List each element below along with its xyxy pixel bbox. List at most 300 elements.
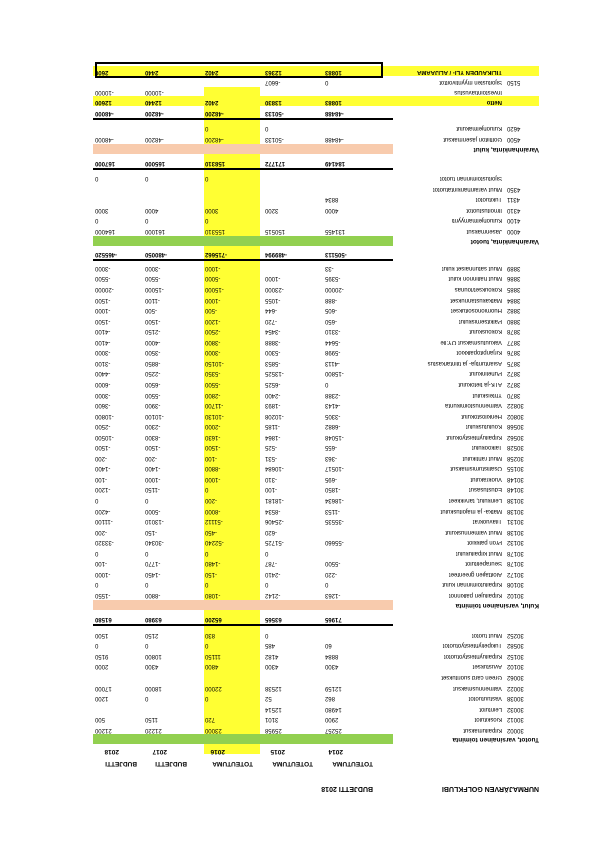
col-year-0: 2014: [328, 748, 343, 755]
value-cell: -8300: [145, 433, 161, 440]
table-row: [0, 589, 595, 600]
value-cell: -5998: [325, 349, 341, 356]
value-cell: -33320: [95, 539, 114, 546]
value-cell: -11700: [205, 402, 224, 409]
value-cell: -2142: [265, 592, 281, 598]
value-cell: -200: [205, 497, 218, 504]
account-code: 3875: [507, 359, 521, 366]
table-row: [0, 122, 595, 133]
value-cell: -15048: [325, 433, 344, 440]
table-row: [0, 567, 595, 578]
account-code: 3877: [507, 338, 521, 345]
value-cell: 8884: [325, 652, 339, 659]
table-row: [0, 203, 595, 214]
value-cell: 71965: [325, 616, 342, 622]
value-cell: -11100: [95, 518, 113, 525]
value-cell: -8000: [205, 507, 221, 514]
value-cell: 158310: [205, 160, 226, 166]
value-cell: -1000: [95, 307, 111, 314]
account-label: Henkilöstökulut: [461, 412, 502, 419]
value-cell: -10517: [325, 465, 344, 472]
table-row: [0, 494, 595, 505]
value-cell: -6607: [265, 78, 281, 85]
account-code: 4500: [507, 136, 521, 142]
col-type-4: BUDJETTI: [105, 760, 137, 767]
value-cell: -655: [325, 444, 338, 451]
value-cell: -5395: [325, 275, 341, 282]
value-cell: 14980: [325, 705, 342, 712]
value-cell: 164000: [95, 228, 116, 234]
value-cell: 0: [205, 486, 209, 493]
value-cell: -1893: [265, 402, 281, 409]
table-row: [0, 367, 595, 378]
value-cell: -4100: [95, 338, 111, 345]
account-code: 3870: [507, 391, 521, 398]
table-row: [0, 649, 595, 660]
value-cell: -6500: [145, 381, 161, 387]
value-cell: -30340: [145, 539, 164, 546]
expense-band: [93, 600, 393, 610]
account-label: Matkakustannukset: [450, 296, 502, 303]
account-code: 30148: [507, 475, 524, 482]
value-cell: -48000: [95, 136, 114, 142]
value-cell: -200: [95, 528, 108, 535]
table-row: [0, 472, 595, 483]
value-cell: 0: [95, 581, 99, 588]
value-cell: 3000: [205, 206, 219, 213]
value-cell: 10883: [325, 69, 342, 75]
value-cell: 167000: [95, 160, 116, 166]
value-cell: 13830: [265, 99, 282, 105]
table-row: [0, 536, 595, 547]
value-cell: 0: [145, 581, 149, 588]
table-row: [0, 214, 595, 225]
value-cell: -48200: [205, 136, 224, 142]
account-label: Jäsenmaksut: [466, 228, 502, 234]
value-cell: 12538: [265, 684, 282, 691]
account-label: TILIKAUDEN YLI- / ALIJÄÄMÄ: [417, 69, 502, 75]
table-row: [0, 578, 595, 589]
account-code: 3876: [507, 349, 521, 356]
account-label: Kirjanpitopalkkiot: [456, 349, 502, 356]
table-row: [0, 399, 595, 410]
value-cell: 2150: [145, 631, 159, 638]
value-cell: -48200: [145, 110, 164, 116]
value-cell: -5350: [205, 370, 221, 377]
account-code: 30138: [507, 528, 524, 535]
table-row: [0, 451, 595, 462]
account-code: 3885: [507, 286, 521, 293]
table-row: [0, 86, 595, 97]
value-cell: -1200: [205, 317, 221, 324]
account-label: Ilmoitustuotot: [466, 206, 502, 213]
account-code: 30131: [507, 518, 524, 525]
value-cell: -50133: [265, 110, 284, 116]
inv-income-rule: [93, 168, 393, 170]
account-code: 30062: [507, 674, 524, 680]
account-code: 30178: [507, 560, 524, 567]
account-label: Tukituotot: [475, 196, 502, 203]
account-label: Matka- ja majoituskulut: [440, 507, 502, 514]
value-cell: 0: [95, 175, 99, 181]
income-band: [93, 734, 393, 744]
value-cell: -1400: [145, 465, 161, 472]
value-cell: 25257: [325, 727, 342, 733]
account-label: Muut tuotot: [471, 631, 502, 638]
table-row: [0, 713, 595, 724]
value-cell: -3000: [145, 264, 161, 271]
value-cell: -10100: [145, 412, 164, 419]
page-title: BUDJETTI 2018: [321, 785, 373, 792]
account-label: Green card suoritukset: [441, 674, 502, 680]
value-cell: -1630: [205, 433, 221, 440]
account-label: Yhteiskulut: [472, 391, 502, 398]
col-type-1: TOTEUTUMA: [272, 760, 313, 767]
value-cell: -200: [145, 454, 158, 461]
table-row: [0, 346, 595, 357]
table-row: [0, 107, 595, 118]
table-row: [0, 272, 595, 283]
value-cell: -150: [145, 528, 158, 535]
value-cell: -888: [325, 296, 338, 303]
account-label: Aloittajien greenfeet: [448, 570, 502, 577]
col-year-4: 2018: [104, 748, 119, 755]
value-cell: -5000: [205, 275, 221, 282]
value-cell: -10800: [95, 412, 114, 419]
value-cell: -500: [205, 307, 218, 314]
value-cell: 12159: [325, 684, 342, 691]
value-cell: -5853: [265, 359, 281, 366]
table-row: [0, 335, 595, 346]
value-cell: 12600: [95, 99, 112, 105]
value-cell: 0: [325, 381, 329, 387]
value-cell: 0: [95, 549, 99, 556]
account-code: 30582: [507, 642, 524, 649]
value-cell: 2402: [205, 69, 219, 75]
account-code: 3872: [507, 381, 521, 387]
account-code: 30528: [507, 444, 524, 451]
value-cell: -200: [95, 454, 108, 461]
value-cell: -1263: [325, 592, 341, 598]
account-label: Leiritulot: [479, 705, 502, 712]
value-cell: -480050: [145, 251, 168, 257]
account-label: Kuluohjelmakulut: [456, 125, 502, 132]
value-cell: -4113: [325, 359, 340, 366]
value-cell: 0: [265, 125, 269, 132]
value-cell: -5500: [205, 381, 221, 387]
value-cell: 131455: [325, 228, 346, 234]
account-code: 3886: [507, 275, 521, 282]
value-cell: 9150: [95, 652, 109, 659]
value-cell: -2300: [145, 423, 161, 430]
value-cell: 0: [265, 631, 269, 638]
account-label: Muut kilpailukulut: [455, 549, 502, 556]
account-label: Kilpailumaksut: [463, 727, 502, 733]
table-row: [0, 388, 595, 399]
value-cell: -10000: [145, 89, 164, 95]
value-cell: -100: [205, 454, 218, 461]
value-cell: -220: [325, 570, 338, 577]
value-cell: -18634: [325, 497, 344, 504]
account-code: 3880: [507, 317, 521, 324]
table-row: [0, 248, 595, 259]
value-cell: -4143: [325, 402, 341, 409]
value-cell: -787: [265, 560, 278, 567]
account-code: 4310: [507, 206, 521, 213]
table-row: [0, 613, 595, 624]
value-cell: -1450: [145, 570, 161, 577]
value-cell: -10684: [265, 465, 284, 472]
value-cell: -15800: [325, 370, 344, 377]
value-cell: 3000: [95, 206, 109, 213]
col-type-2: TOTEUTUMA: [212, 760, 253, 767]
table-row: [0, 692, 595, 703]
account-label: Sijoitusten myyntivoittot: [439, 78, 502, 85]
account-code: 30178: [507, 549, 524, 556]
account-code: 30252: [507, 631, 524, 638]
value-cell: -1000: [205, 296, 221, 303]
value-cell: 0: [205, 549, 209, 556]
table-row: [0, 193, 595, 204]
account-label: Kuluohjelmamyynti: [451, 217, 502, 224]
account-label: Muut valmennuskulut: [445, 528, 502, 535]
table-row: [0, 172, 595, 183]
value-cell: -1055: [265, 296, 281, 303]
account-label: Seurapelitulot: [465, 560, 502, 567]
account-code: 30032: [507, 705, 524, 712]
value-cell: -1000: [265, 275, 281, 282]
value-cell: 0: [95, 642, 99, 649]
inv-expense-band: [93, 144, 393, 154]
value-cell: -4200: [95, 507, 111, 514]
account-code: 3878: [507, 328, 521, 335]
account-label: Vakuutusmaksut OY:lle: [440, 338, 502, 345]
account-code: 4350: [507, 185, 521, 192]
value-cell: -3888: [265, 338, 281, 345]
account-code: 30038: [507, 695, 524, 702]
value-cell: 60: [325, 642, 332, 649]
value-cell: -1500: [95, 317, 111, 324]
table-row: [0, 325, 595, 336]
section-income-title: Tuotot, varsinainen toiminta: [452, 736, 539, 743]
table-row: [0, 557, 595, 568]
account-code: 3882: [507, 307, 521, 314]
account-label: Edustusasut: [468, 486, 502, 493]
account-label: Sijoitustoiminnan tuotot: [439, 175, 502, 181]
value-cell: -1850: [325, 486, 341, 493]
account-label: Kilpailutoiminnan kulut: [442, 581, 502, 588]
value-cell: 12514: [265, 705, 282, 712]
account-code: 30102: [507, 592, 524, 598]
account-code: 30108: [507, 581, 524, 588]
value-cell: -6000: [95, 381, 111, 387]
value-cell: -1000: [205, 475, 221, 482]
value-cell: -1000: [145, 475, 161, 482]
account-code: 3884: [507, 296, 521, 303]
value-cell: -2500: [95, 423, 111, 430]
value-cell: -5300: [265, 349, 281, 356]
value-cell: 0: [205, 175, 209, 181]
table-row: [0, 546, 595, 557]
account-code: 30562: [507, 433, 524, 440]
value-cell: -650: [325, 317, 338, 324]
value-cell: 8834: [325, 196, 339, 203]
table-row: [0, 356, 595, 367]
value-cell: -55660: [325, 539, 344, 546]
value-cell: -500: [145, 307, 158, 314]
value-cell: -13010: [145, 518, 164, 525]
value-cell: 4000: [325, 206, 339, 213]
value-cell: -1080: [205, 592, 221, 598]
value-cell: -1550: [95, 592, 111, 598]
value-cell: -8850: [145, 359, 161, 366]
value-cell: -20000: [325, 286, 344, 293]
value-cell: -620: [265, 528, 278, 535]
account-code: 30172: [507, 570, 524, 577]
table-row: [0, 304, 595, 315]
value-cell: -3000: [205, 349, 221, 356]
value-cell: 22000: [205, 684, 222, 691]
value-cell: -3310: [325, 328, 341, 335]
table-row: [0, 430, 595, 441]
value-cell: -6882: [325, 423, 341, 430]
value-cell: -5500: [145, 275, 161, 282]
value-cell: 862: [325, 695, 336, 702]
value-cell: 830: [205, 631, 216, 638]
value-cell: 0: [325, 78, 329, 85]
account-label: Golfliiton jäsenmaksut: [443, 136, 502, 142]
value-cell: -4100: [95, 328, 111, 335]
value-cell: -1000: [205, 264, 221, 271]
account-label: Asiantuntija- ja tilintarkastus: [427, 359, 502, 366]
value-cell: -1153: [325, 507, 340, 514]
account-code: 4620: [507, 125, 521, 132]
value-cell: 0: [145, 217, 149, 224]
value-cell: -310: [265, 475, 278, 482]
value-cell: -100: [265, 486, 278, 493]
col-year-2: 2016: [210, 748, 225, 755]
value-cell: -2388: [325, 391, 341, 398]
value-cell: 11150: [205, 652, 221, 659]
value-cell: -48200: [205, 110, 224, 116]
value-cell: -363: [325, 454, 338, 461]
value-cell: -10130: [205, 412, 224, 419]
value-cell: 10800: [145, 652, 162, 659]
table-row: [0, 639, 595, 650]
value-cell: -2250: [145, 370, 161, 377]
account-label: Koulutuskulut: [465, 423, 502, 430]
table-row: [0, 378, 595, 389]
value-cell: -525: [265, 444, 278, 451]
value-cell: 17000: [95, 684, 112, 691]
value-cell: 4182: [265, 652, 279, 659]
account-label: Pron palkkiot: [467, 539, 502, 546]
account-label: Palkitsemiskulut: [458, 317, 502, 324]
inv-income-band: [93, 236, 393, 246]
value-cell: -5500: [145, 391, 161, 398]
value-cell: 0: [205, 125, 209, 132]
table-row: [0, 724, 595, 735]
value-cell: 2900: [325, 716, 339, 723]
value-cell: -3500: [145, 349, 161, 356]
table-row: [0, 283, 595, 294]
value-cell: 4300: [325, 663, 339, 670]
account-code: 30802: [507, 412, 524, 419]
table-row: [0, 96, 595, 107]
org-name: NURMAJÄRVEN GOLFKLUBI: [441, 785, 539, 792]
account-label: Muut varainhankintatuotot: [432, 185, 502, 192]
col-year-1: 2015: [270, 748, 285, 755]
value-cell: -3305: [325, 412, 341, 419]
value-cell: -1500: [145, 444, 161, 451]
value-cell: 0: [145, 175, 149, 181]
table-row: [0, 182, 595, 193]
value-cell: -6525: [265, 381, 281, 387]
table-row: [0, 409, 595, 420]
value-cell: -1200: [95, 486, 111, 493]
value-cell: 0: [95, 217, 99, 224]
table-row: [0, 225, 595, 236]
value-cell: -25406: [265, 518, 284, 525]
value-cell: 12440: [145, 99, 162, 105]
table-row: [0, 671, 595, 682]
value-cell: -13525: [265, 370, 284, 377]
table-row: [0, 660, 595, 671]
value-cell: -5500: [95, 275, 111, 282]
value-cell: 2600: [95, 69, 109, 75]
account-label: Tukipeliyhteistyötuotot: [442, 642, 502, 649]
value-cell: -2150: [145, 328, 161, 335]
table-row: [0, 314, 595, 325]
account-code: 30132: [507, 539, 524, 546]
value-cell: -48200: [145, 136, 164, 142]
value-cell: -23000: [265, 286, 284, 293]
inv-expense-rule: [93, 118, 393, 120]
value-cell: -1480: [205, 560, 221, 567]
value-cell: 0: [205, 581, 209, 588]
value-cell: 25958: [265, 727, 282, 733]
value-cell: -695: [325, 475, 338, 482]
value-cell: -1500: [95, 444, 111, 451]
value-cell: -51112: [205, 518, 223, 525]
value-cell: -48000: [95, 110, 114, 116]
value-cell: -50133: [265, 136, 284, 142]
value-cell: -1770: [145, 560, 161, 567]
value-cell: -605: [325, 307, 338, 314]
value-cell: 0: [145, 549, 149, 556]
value-cell: -1500: [145, 317, 161, 324]
table-row: [0, 628, 595, 639]
value-cell: 61580: [95, 616, 112, 622]
value-cell: 0: [325, 581, 329, 588]
account-label: Kilpailuyhteistyötuotot: [443, 652, 502, 659]
account-label: Huomionosoitukset: [450, 307, 502, 314]
value-cell: 485: [265, 642, 276, 649]
table-row: [0, 157, 595, 168]
account-code: 30152: [507, 652, 524, 659]
value-cell: -51725: [265, 539, 284, 546]
account-label: Tilavuokrat: [472, 518, 502, 525]
value-cell: -15000: [145, 286, 164, 293]
value-cell: -3000: [95, 349, 111, 356]
value-cell: -2500: [205, 328, 221, 335]
value-cell: -8534: [265, 507, 281, 514]
value-cell: -3600: [95, 402, 111, 409]
value-cell: -3800: [205, 338, 221, 345]
value-cell: -100: [95, 475, 108, 482]
value-cell: 500: [95, 716, 106, 723]
value-cell: 4300: [265, 663, 279, 670]
